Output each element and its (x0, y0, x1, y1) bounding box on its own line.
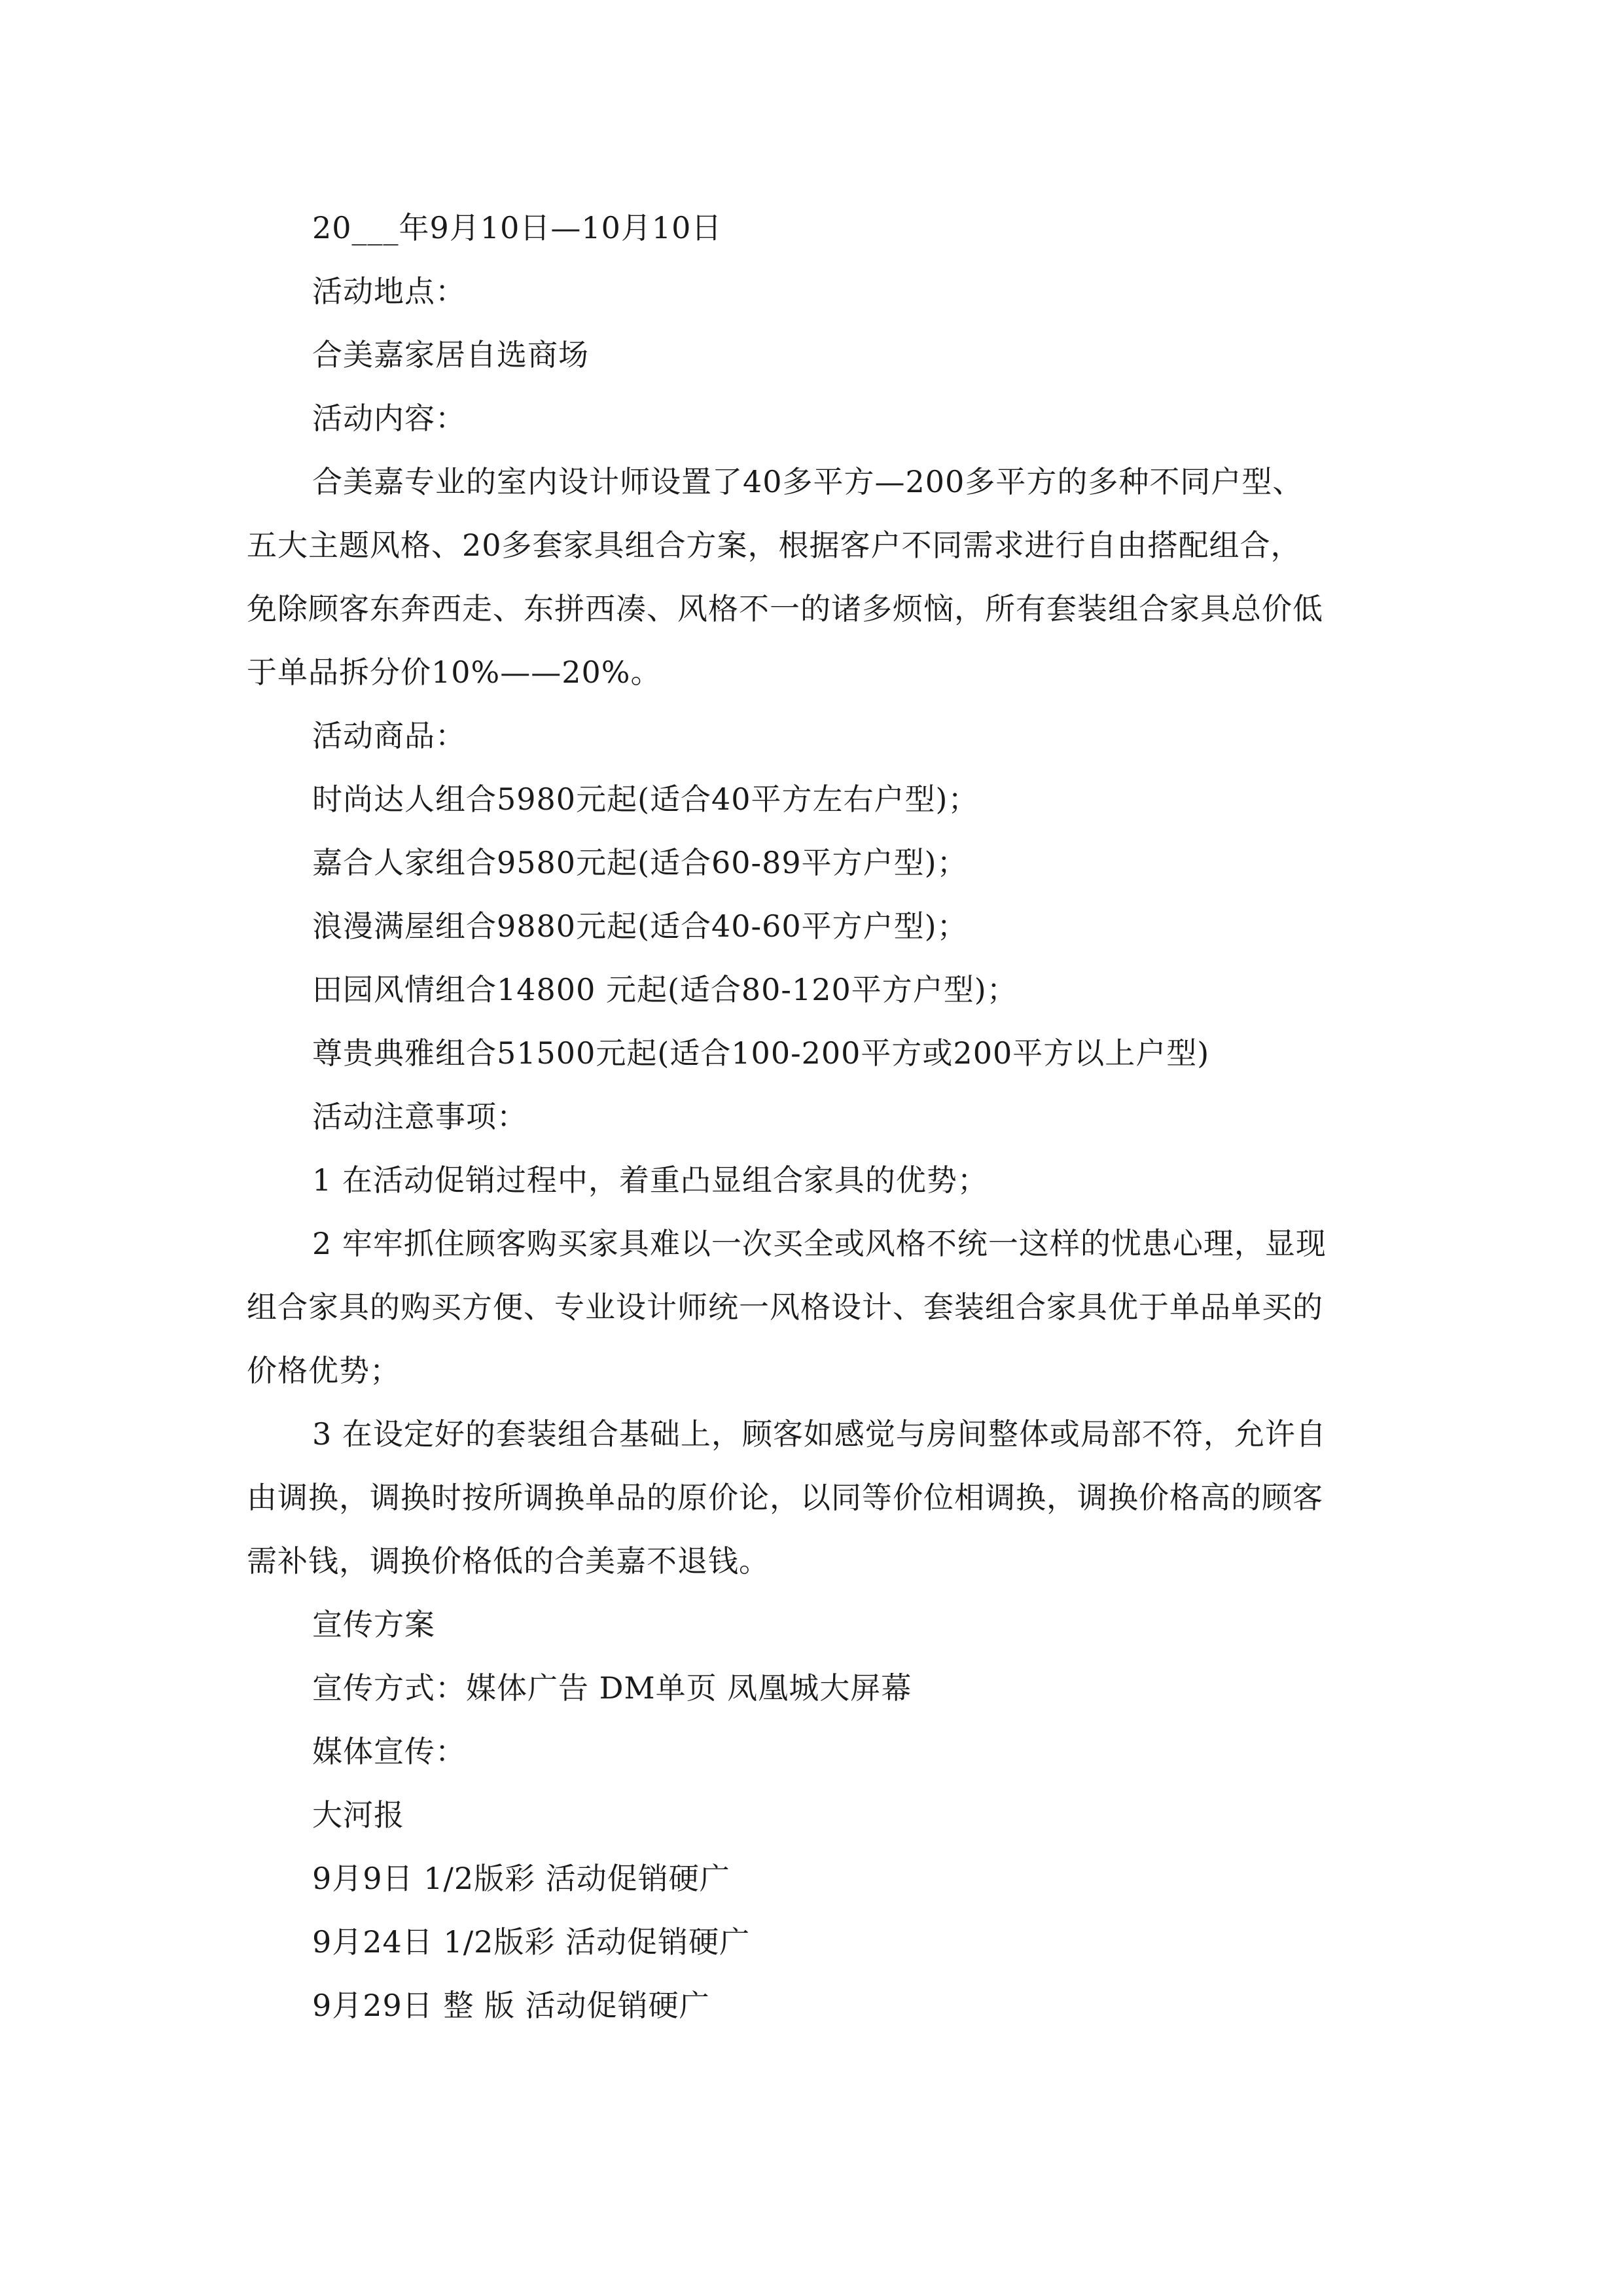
schedule-item: 9月9日 1/2版彩 活动促销硬广 (312, 1861, 730, 1896)
note-line: 需补钱，调换价格低的合美嘉不退钱。 (247, 1543, 770, 1579)
schedule-item: 9月24日 1/2版彩 活动促销硬广 (312, 1924, 751, 1960)
note-item: 1 在活动促销过程中，着重凸显组合家具的优势； (312, 1162, 988, 1198)
content-label: 活动内容： (312, 401, 466, 436)
goods-item: 时尚达人组合5980元起(适合40平方左右户型)； (312, 781, 979, 817)
media-label: 媒体宣传： (312, 1734, 466, 1769)
activity-date: 20___年9月10日—10月10日 (312, 210, 722, 245)
schedule-item: 9月29日 整 版 活动促销硬广 (312, 1988, 710, 2023)
note-line: 3 在设定好的套装组合基础上，顾客如感觉与房间整体或局部不符，允许自 (312, 1416, 1327, 1452)
document-body (247, 196, 1382, 2037)
newspaper-name: 大河报 (312, 1797, 404, 1833)
content-paragraph (247, 450, 1382, 704)
goods-label: 活动商品： (312, 718, 466, 753)
content-line: 免除顾客东奔西走、东拼西凑、风格不一的诸多烦恼，所有套装组合家具总价低 (247, 591, 1323, 626)
note-line: 价格优势； (247, 1353, 401, 1388)
content-line: 五大主题风格、20多套家具组合方案，根据客户不同需求进行自由搭配组合， (247, 528, 1302, 563)
goods-item: 田园风情组合14800 元起(适合80-120平方户型)； (312, 972, 1018, 1007)
goods-item: 尊贵典雅组合51500元起(适合100-200平方或200平方以上户型) (312, 1035, 1210, 1071)
note-line: 组合家具的购买方便、专业设计师统一风格设计、套装组合家具优于单品单买的 (247, 1289, 1323, 1325)
location-label: 活动地点： (312, 274, 466, 309)
notes-label: 活动注意事项： (312, 1099, 527, 1134)
note-paragraph (247, 1403, 1382, 1593)
content-line: 合美嘉专业的室内设计师设置了40多平方—200多平方的多种不同户型、 (312, 464, 1304, 499)
location-value: 合美嘉家居自选商场 (312, 337, 589, 372)
content-line: 于单品拆分价10%——20%。 (247, 655, 662, 690)
note-line: 由调换，调换时按所调换单品的原价论，以同等价位相调换，调换价格高的顾客 (247, 1480, 1323, 1515)
note-paragraph (247, 1212, 1382, 1403)
promo-methods: 宣传方式：媒体广告 DM单页 凤凰城大屏幕 (312, 1670, 912, 1706)
goods-item: 浪漫满屋组合9880元起(适合40-60平方户型)； (312, 908, 968, 944)
goods-item: 嘉合人家组合9580元起(适合60-89平方户型)； (312, 845, 968, 880)
promo-title: 宣传方案 (312, 1607, 435, 1642)
note-line: 2 牢牢抓住顾客购买家具难以一次买全或风格不统一这样的忧患心理，显现 (312, 1226, 1327, 1261)
